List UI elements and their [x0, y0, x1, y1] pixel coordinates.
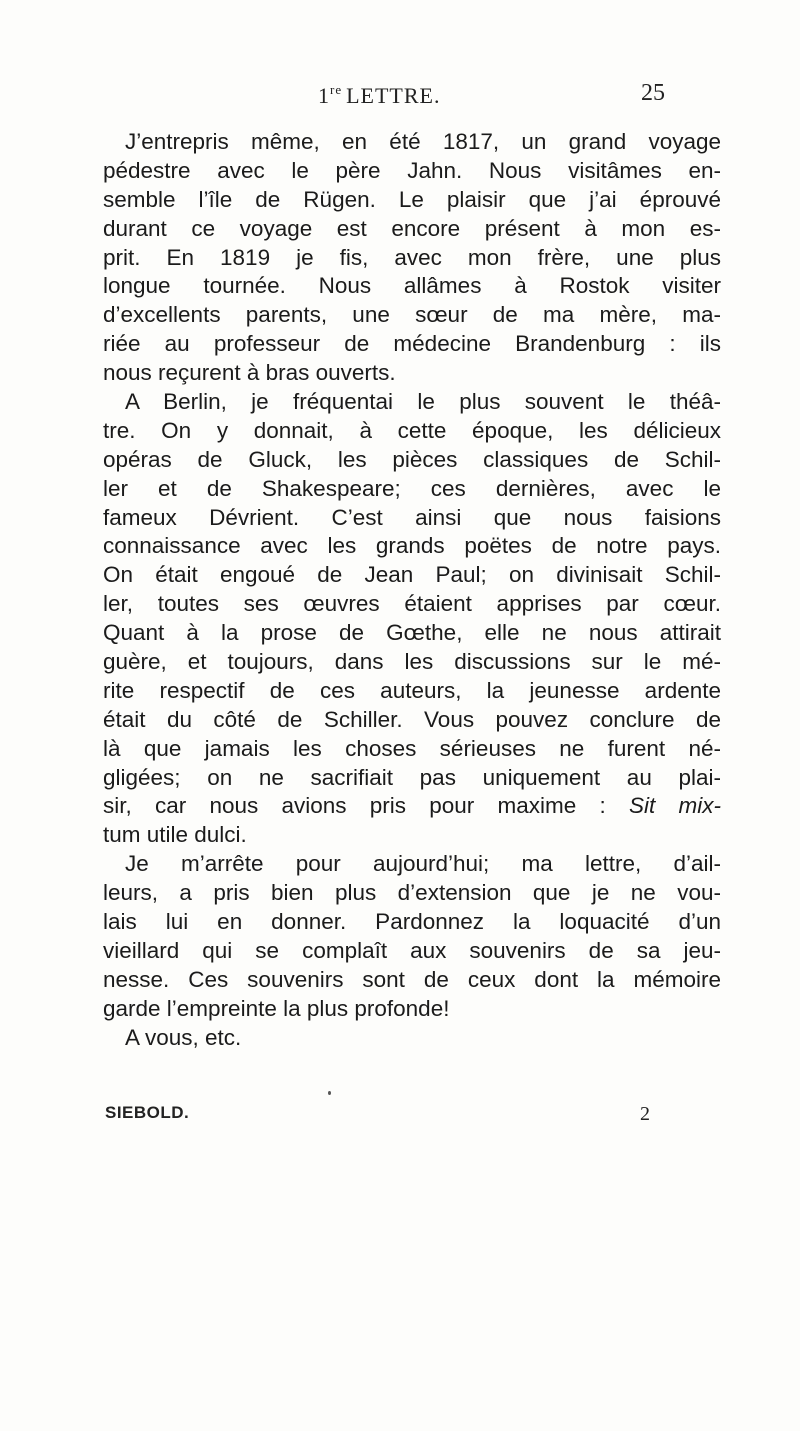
- text-line: connaissance avec les grands poëtes de notre pays.: [103, 533, 721, 559]
- text-line: Quant à la prose de Gœthe, elle ne nous attirait: [103, 620, 721, 646]
- text-line: garde l’empreinte la plus profonde!: [103, 995, 450, 1021]
- chapter-label: LETTRE.: [346, 83, 441, 108]
- text-line: nous reçurent à bras ouverts.: [103, 360, 396, 386]
- text-line: nesse. Ces souvenirs sont de ceux dont la mémoire: [103, 966, 721, 992]
- text-line: riée au professeur de médecine Brandenburg : ils: [103, 331, 721, 357]
- text-line: ler, toutes ses œuvres étaient apprises par cœur.: [103, 591, 721, 617]
- body-text: [103, 128, 721, 1053]
- text-line: A Berlin, je fréquentai le plus souvent le théâ-: [125, 389, 721, 415]
- text-line-latin: tum utile dulci.: [103, 822, 247, 848]
- text-line: tre. On y donnait, à cette époque, les délicieux: [103, 417, 721, 443]
- text-line: d’excellents parents, une sœur de ma mère, ma-: [103, 302, 721, 328]
- text-line-part: sir, car nous avions pris pour maxime :: [103, 793, 630, 819]
- text-line: rite respectif de ces auteurs, la jeunesse ardente: [103, 677, 721, 703]
- text-line: longue tournée. Nous allâmes à Rostok visiter: [103, 273, 721, 299]
- latin-phrase: Sit mix-: [629, 793, 721, 819]
- chapter-ordinal-suffix: re: [330, 82, 343, 97]
- text-line: On était engoué de Jean Paul; on divinisait Schil-: [103, 562, 721, 588]
- text-line: guère, et toujours, dans les discussions sur le mé-: [103, 649, 721, 675]
- text-line: J’entrepris même, en été 1817, un grand voyage: [125, 129, 721, 154]
- footer-author: SIEBOLD.: [105, 1103, 190, 1122]
- text-line: opéras de Gluck, les pièces classiques de Schil-: [103, 446, 721, 472]
- text-line: gligées; on ne sacrifiait pas uniquement au plai-: [103, 764, 721, 790]
- text-line: leurs, a pris bien plus d’extension que je ne vou-: [103, 880, 721, 906]
- text-line: lais lui en donner. Pardonnez la loquacité d’un: [103, 909, 721, 935]
- chapter-number: 1: [318, 83, 330, 108]
- text-line: prit. En 1819 je fis, avec mon frère, une plus: [103, 244, 721, 270]
- text-line: était du côté de Schiller. Vous pouvez conclure de: [103, 706, 721, 732]
- text-line: fameux Dévrient. C’est ainsi que nous faisions: [103, 504, 721, 530]
- text-line: là que jamais les choses sérieuses ne furent né-: [103, 735, 721, 761]
- ink-speck: [328, 1091, 331, 1095]
- page-number: 25: [641, 80, 665, 106]
- text-line: A vous, etc.: [125, 1024, 242, 1050]
- signature-mark: 2: [640, 1103, 650, 1125]
- text-line-with-latin: [103, 792, 721, 821]
- text-line: durant ce voyage est encore présent à mon es-: [103, 215, 721, 241]
- running-head: [318, 82, 440, 109]
- text-line: Je m’arrête pour aujourd’hui; ma lettre, d’ail-: [125, 851, 721, 877]
- text-line: semble l’île de Rügen. Le plaisir que j’ai éprouvé: [103, 186, 721, 212]
- text-line: vieillard qui se complaît aux souvenirs de sa jeu-: [103, 937, 721, 963]
- text-line: pédestre avec le père Jahn. Nous visitâmes en-: [103, 157, 721, 183]
- text-line: ler et de Shakespeare; ces dernières, avec le: [103, 475, 721, 501]
